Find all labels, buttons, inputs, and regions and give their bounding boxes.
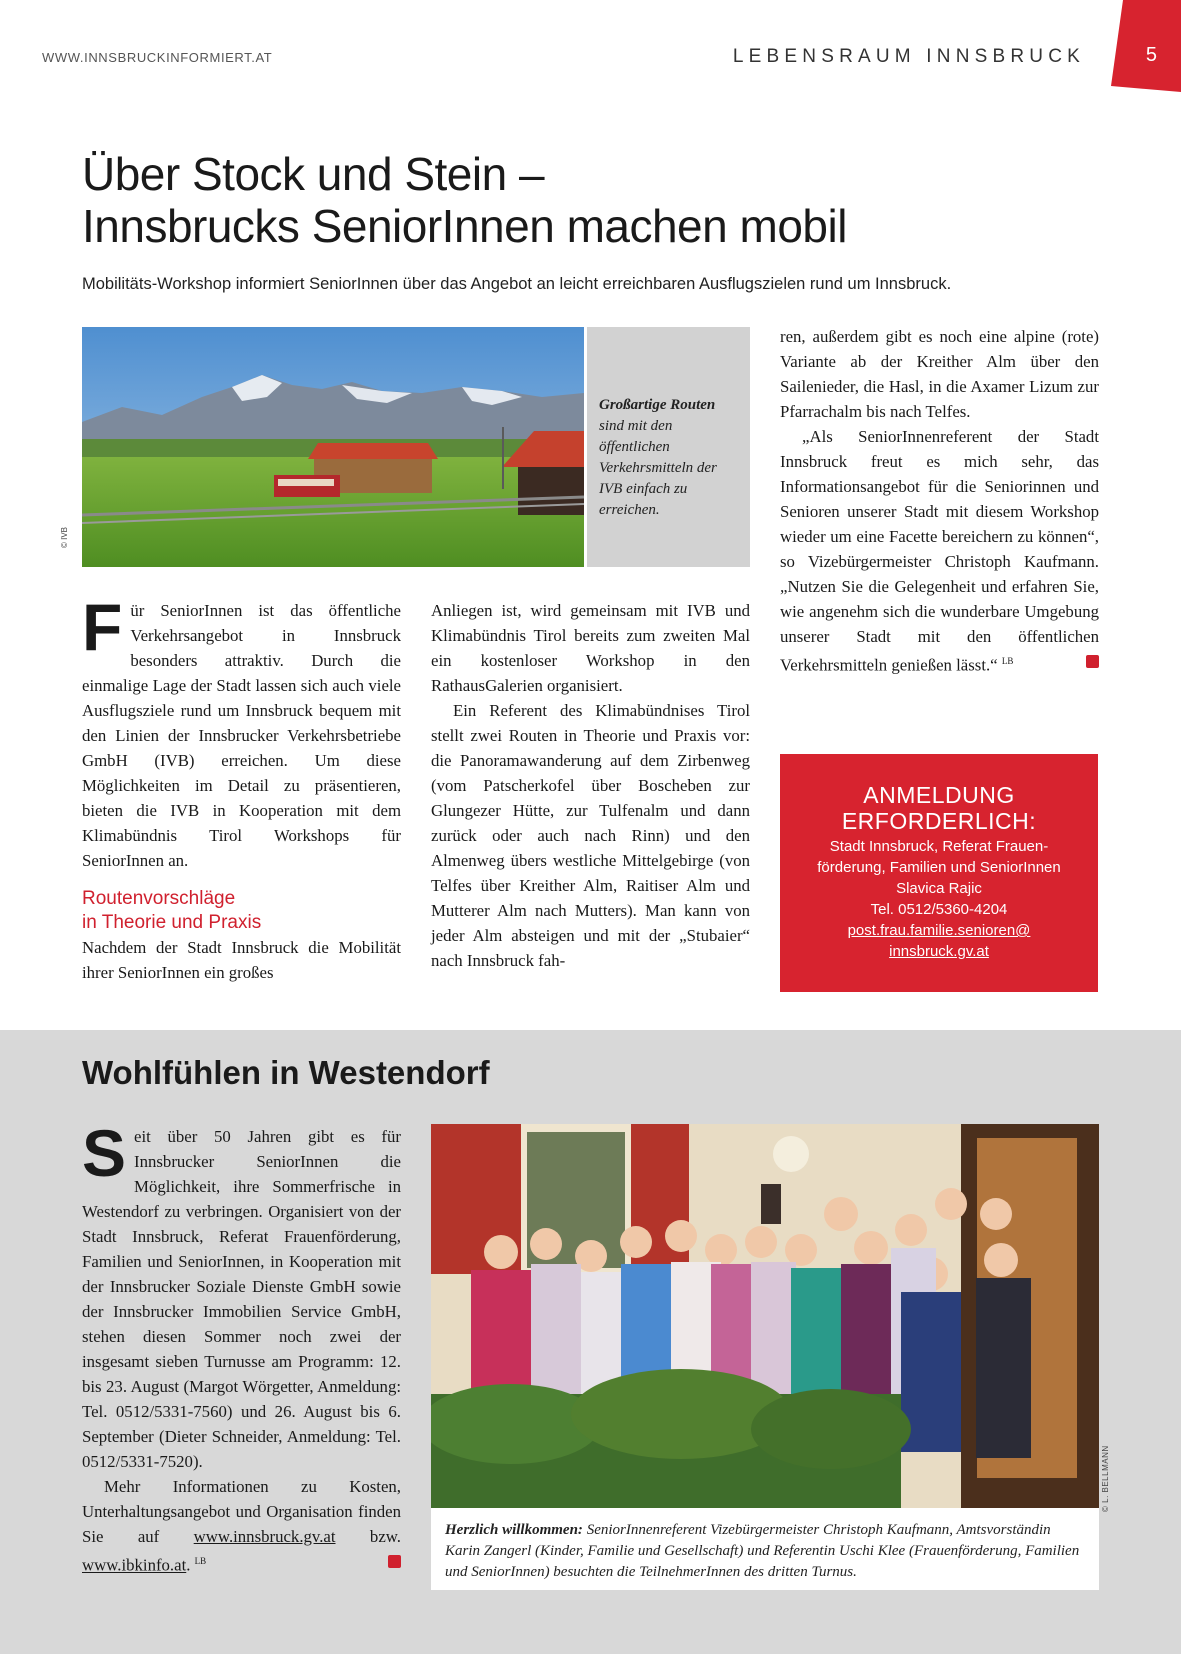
contact-name: Slavica Rajic xyxy=(896,880,982,897)
end-mark-icon xyxy=(1086,655,1099,668)
subheading-line-1: Routenvorschläge xyxy=(82,888,236,909)
article-title-line-2: Innsbrucks SeniorInnen machen mobil xyxy=(82,200,847,252)
author-initials: LB xyxy=(1001,656,1014,666)
westendorf-title: Wohlfühlen in Westendorf xyxy=(82,1054,490,1091)
registration-line: förderung, Familien und SeniorInnen xyxy=(817,859,1061,876)
subheading-line-2: in Theorie und Praxis xyxy=(82,912,262,933)
quote-text: „Als SeniorInnenreferent der Stadt Innsbruck freut es mich sehr, das Informationsangebot für die Seniorinnen und Senioren unserer Stadt mit diesem Workshop wieder um eine Facette bereichern zu können“, so Vizebürgermeister Christoph Kaufmann. „Nutzen Sie die Gelegenheit und erfahren Sie, wie angenehm sich die wunderbare Umgebung unserer Stadt mit den öffentlichen Verkehrsmitteln genießen lässt.“ xyxy=(780,427,1099,675)
paragraph-text: bzw. xyxy=(369,1527,401,1546)
paragraph-intro: ür SeniorInnen ist das öffentliche Verkehrsangebot in Innsbruck besonders attraktiv. Durch die einmalige Lage der Stadt lassen sich auch viele Ausflugsziele rund um Innsbruck bequem mit den Linien der Innsbrucker Verkehrsbetriebe GmbH (IVB) erreichen. Um diese Möglichkeiten im Detail zu präsentieren, bieten die IVB in Kooperation mit dem Klimabündnis Tirol Workshops für SeniorInnen an. xyxy=(82,601,401,870)
contact-email-link[interactable]: post.frau.familie.senioren@ xyxy=(847,922,1031,939)
photo-credit: © IVB xyxy=(60,526,69,548)
contact-phone: Tel. 0512/5360-4204 xyxy=(870,901,1008,918)
ibkinfo-link[interactable]: www.ibkinfo.at xyxy=(82,1555,187,1575)
photo-credit: © L. BELLMANN xyxy=(1101,1445,1110,1512)
article-title-line-1: Über Stock und Stein – xyxy=(82,148,545,200)
registration-line: Stadt Innsbruck, Referat Frauen- xyxy=(829,838,1049,855)
landscape-train-photo xyxy=(82,327,584,567)
subheading xyxy=(82,887,401,935)
caption-text: SeniorInnenreferent Vizebürgermeister Christoph Kaufmann, Amtsvorständin Karin Zangerl (Kinder, Familie und Gesellschaft) und Referentin Uschi Klee (Frauenförderung, Familien und SeniorInnen) besuchten die TeilnehmerInnen des dritten Turnus. xyxy=(445,1522,1080,1580)
page-tab-decoration xyxy=(1105,0,1181,92)
article-column-3 xyxy=(780,324,1099,678)
site-url[interactable]: WWW.INNSBRUCKINFORMIERT.AT xyxy=(42,50,273,65)
end-mark-icon xyxy=(388,1555,401,1568)
group-photo xyxy=(431,1124,1099,1508)
paragraph-text: Nachdem der Stadt Innsbruck die Mobilität ihrer SeniorInnen ein großes xyxy=(82,938,401,982)
drop-cap: F xyxy=(82,590,123,664)
registration-details xyxy=(780,836,1098,962)
caption-text: sind mit den öffentlichen Verkehrsmitteln der IVB einfach zu erreichen. xyxy=(599,418,717,518)
photo-caption xyxy=(587,327,750,567)
group-photo-caption xyxy=(431,1508,1099,1590)
article-lead: Mobilitäts-Workshop informiert SeniorInnen über das Angebot an leicht erreichbaren Ausflugszielen rund um Innsbruck. xyxy=(82,275,952,293)
registration-title xyxy=(780,782,1098,834)
innsbruck-link[interactable]: www.innsbruck.gv.at xyxy=(193,1527,336,1546)
westendorf-column xyxy=(82,1116,401,1578)
article-column-1 xyxy=(82,590,401,985)
caption-bold: Herzlich willkommen: xyxy=(445,1522,583,1538)
paragraph-links: Mehr Informationen zu Kosten, Unterhaltungsangebot und Organisation finden Sie auf www.innsbruck.gv.at bzw. www.ibkinfo.at. $^{LB}$ xyxy=(82,1477,401,1575)
author-initials: LB xyxy=(194,1556,207,1566)
registration-title-line-2: ERFORDERLICH: xyxy=(841,808,1037,834)
registration-box xyxy=(780,754,1098,992)
contact-email-link[interactable]: innsbruck.gv.at xyxy=(889,943,989,960)
registration-title-line-1: ANMELDUNG xyxy=(863,782,1015,808)
section-title: LEBENSRAUM INNSBRUCK xyxy=(732,46,1085,67)
paragraph-text: ren, außerdem gibt es noch eine alpine (rote) Variante ab der Kreither Alm über den Sailenieder, die Hasl, in die Axamer Lizum zur Pfarrachalm bis nach Telfes. xyxy=(780,327,1099,421)
paragraph-text: Mehr Informationen zu Kosten, Unterhaltungsangebot und Organisation finden Sie auf xyxy=(82,1477,401,1546)
article-title xyxy=(82,148,847,252)
article-column-2 xyxy=(431,598,750,973)
paragraph-text: Ein Referent des Klimabündnises Tirol stellt zwei Routen in Theorie und Praxis vor: die Panoramawanderung auf dem Zirbenweg (vom Patscherkofel über Boscheben zur Glungezer Hütte, zur Tulfenalm und dann zurück oder auch nach Rinn) und den Almenweg übers westliche Mittelgebirge (von Telfes über Kreither Alm, Raitiser Alm und Mutterer Alm nach Mutters). Man kann von jeder Alm absteigen und mit der „Stubaier“ nach Innsbruck fah- xyxy=(431,701,750,970)
drop-cap: S xyxy=(82,1116,127,1190)
paragraph-text: eit über 50 Jahren gibt es für Innsbrucker SeniorInnen die Möglichkeit, ihre Sommerfrische in Westendorf zu verbringen. Organisiert von der Stadt Innsbruck, Referat Frauenförderung, Familien und SeniorInnen, in Kooperation mit der Innsbrucker Soziale Dienste GmbH sowie der Innsbrucker Immobilien Service GmbH, stehen diesen Sommer noch zwei der insgesamt sieben Turnusse am Programm: 12. bis 23. August (Margot Wörgetter, Anmeldung: Tel. 0512/5331-7560) und 26. August bis 6. September (Dieter Schneider, Anmeldung: Tel. 0512/5331-7520). xyxy=(82,1127,401,1471)
caption-bold: Großartige Routen xyxy=(599,397,716,413)
paragraph-text: Anliegen ist, wird gemeinsam mit IVB und Klimabündnis Tirol bereits zum zweiten Mal ein kostenloser Workshop in den RathausGalerien organisiert. xyxy=(431,601,750,695)
page-number: 5 xyxy=(1145,44,1157,66)
paragraph-quote xyxy=(780,424,1099,678)
